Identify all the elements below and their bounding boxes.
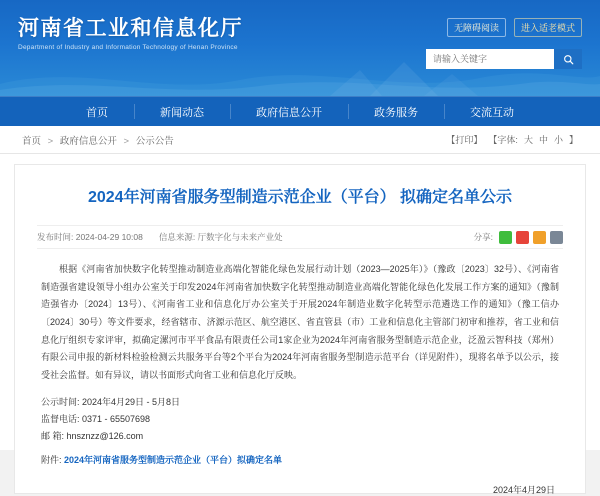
nav-item-news[interactable]: 新闻动态 <box>134 97 230 126</box>
publish-time: 发布时间: 2024-04-29 10:08 <box>37 232 143 243</box>
header-right <box>426 16 582 69</box>
search-box <box>426 49 582 69</box>
fontsize-label: 【字体: <box>488 135 518 145</box>
search-icon <box>563 54 574 65</box>
nav-item-interaction[interactable]: 交流互动 <box>444 97 540 126</box>
supervision-phone: 监督电话: 0371 - 65507698 <box>41 414 151 425</box>
share-group <box>474 231 563 244</box>
nav-item-home[interactable]: 首页 <box>86 106 108 119</box>
site-title: 河南省工业和信息化厅 <box>18 16 243 40</box>
main-nav <box>0 96 600 126</box>
breadcrumb-item-home[interactable]: 首页 <box>22 135 42 147</box>
nav-item-gov-info[interactable]: 政府信息公开 <box>230 97 348 126</box>
breadcrumb-separator: > <box>123 135 130 147</box>
elder-mode-link[interactable]: 进入适老模式 <box>514 18 582 37</box>
article-notice-lines <box>15 386 585 445</box>
breadcrumb-separator: > <box>47 135 54 147</box>
share-label: 分享: <box>473 232 493 243</box>
search-input[interactable] <box>426 49 554 69</box>
site-subtitle: Department of Industry and Information Technology of Henan Province <box>18 44 238 52</box>
more-icon[interactable] <box>550 231 563 244</box>
article-card <box>14 164 586 494</box>
breadcrumb <box>22 133 174 147</box>
page-title: 2024年河南省服务型制造示范企业（平台） 拟确定名单公示 <box>87 189 513 206</box>
print-button[interactable]: 【打印】 <box>446 135 483 145</box>
article-meta <box>37 225 563 249</box>
fontsize-small[interactable]: 小 <box>553 135 563 145</box>
wechat-icon[interactable] <box>499 231 512 244</box>
article-source: 信息来源: 厅数字化与未来产业处 <box>158 232 283 243</box>
attachment-label: 附件: <box>41 454 62 465</box>
accessibility-link[interactable]: 无障碍阅读 <box>447 18 506 37</box>
fontsize-close: 】 <box>568 135 578 145</box>
site-logo[interactable] <box>18 16 243 51</box>
signature-date: 2024年4月29日 <box>492 484 555 495</box>
article-body <box>15 249 585 384</box>
article-paragraph: 根据《河南省加快数字化转型推动制造业高端化智能化绿色发展行动计划（2023—2025年）》（豫政〔2023〕32号）、《河南省制造强省建设领导小组办公室关于印发2024年河南省加快数字化转型推动制造业高端化智能化绿色化发展工作方案的通知》（豫制造强省办〔2024〕13号）、《河南省工业和信息化厅办公室关于开展2024年制造业数字化转型示范遴选工作的通知》（豫工信办〔2024〕30号）等文件要求，经省辖市、济源示范区、航空港区、省直管县（市）工业和信息化主管部门初审和推荐，省工业和信息化厅组织专家评审，拟确定漯河市平平食品有限责任公司1家企业为2024年河南省服务型制造示范企业，泛盈云智科技（郑州）有限公司申报的新材料检验检测云共服务平台等2个平台为2024年河南省服务型制造示范平台（详见附件），现将名单予以公示，接受社会监督。如有异议，请以书面形式向省工业和信息化厅反映。 <box>41 264 559 380</box>
fontsize-large[interactable]: 大 <box>523 135 533 145</box>
breadcrumb-item-notices[interactable]: 公示公告 <box>135 135 174 147</box>
search-button[interactable] <box>554 49 582 69</box>
attachment-link[interactable]: 2024年河南省服务型制造示范企业（平台）拟确定名单 <box>64 454 283 465</box>
page-tools <box>446 133 578 146</box>
breadcrumb-item-gov-info[interactable]: 政府信息公开 <box>59 135 117 147</box>
attachment-row <box>15 446 585 469</box>
fontsize-medium[interactable]: 中 <box>538 135 548 145</box>
contact-email: 邮 箱: hnsznzz@126.com <box>41 431 144 442</box>
top-links <box>447 18 582 37</box>
breadcrumb-bar <box>0 126 600 154</box>
qq-icon[interactable] <box>533 231 546 244</box>
public-notice-period: 公示时间: 2024年4月29日 - 5月8日 <box>41 397 181 408</box>
weibo-icon[interactable] <box>516 231 529 244</box>
nav-item-services[interactable]: 政务服务 <box>348 97 444 126</box>
site-header <box>0 0 600 96</box>
